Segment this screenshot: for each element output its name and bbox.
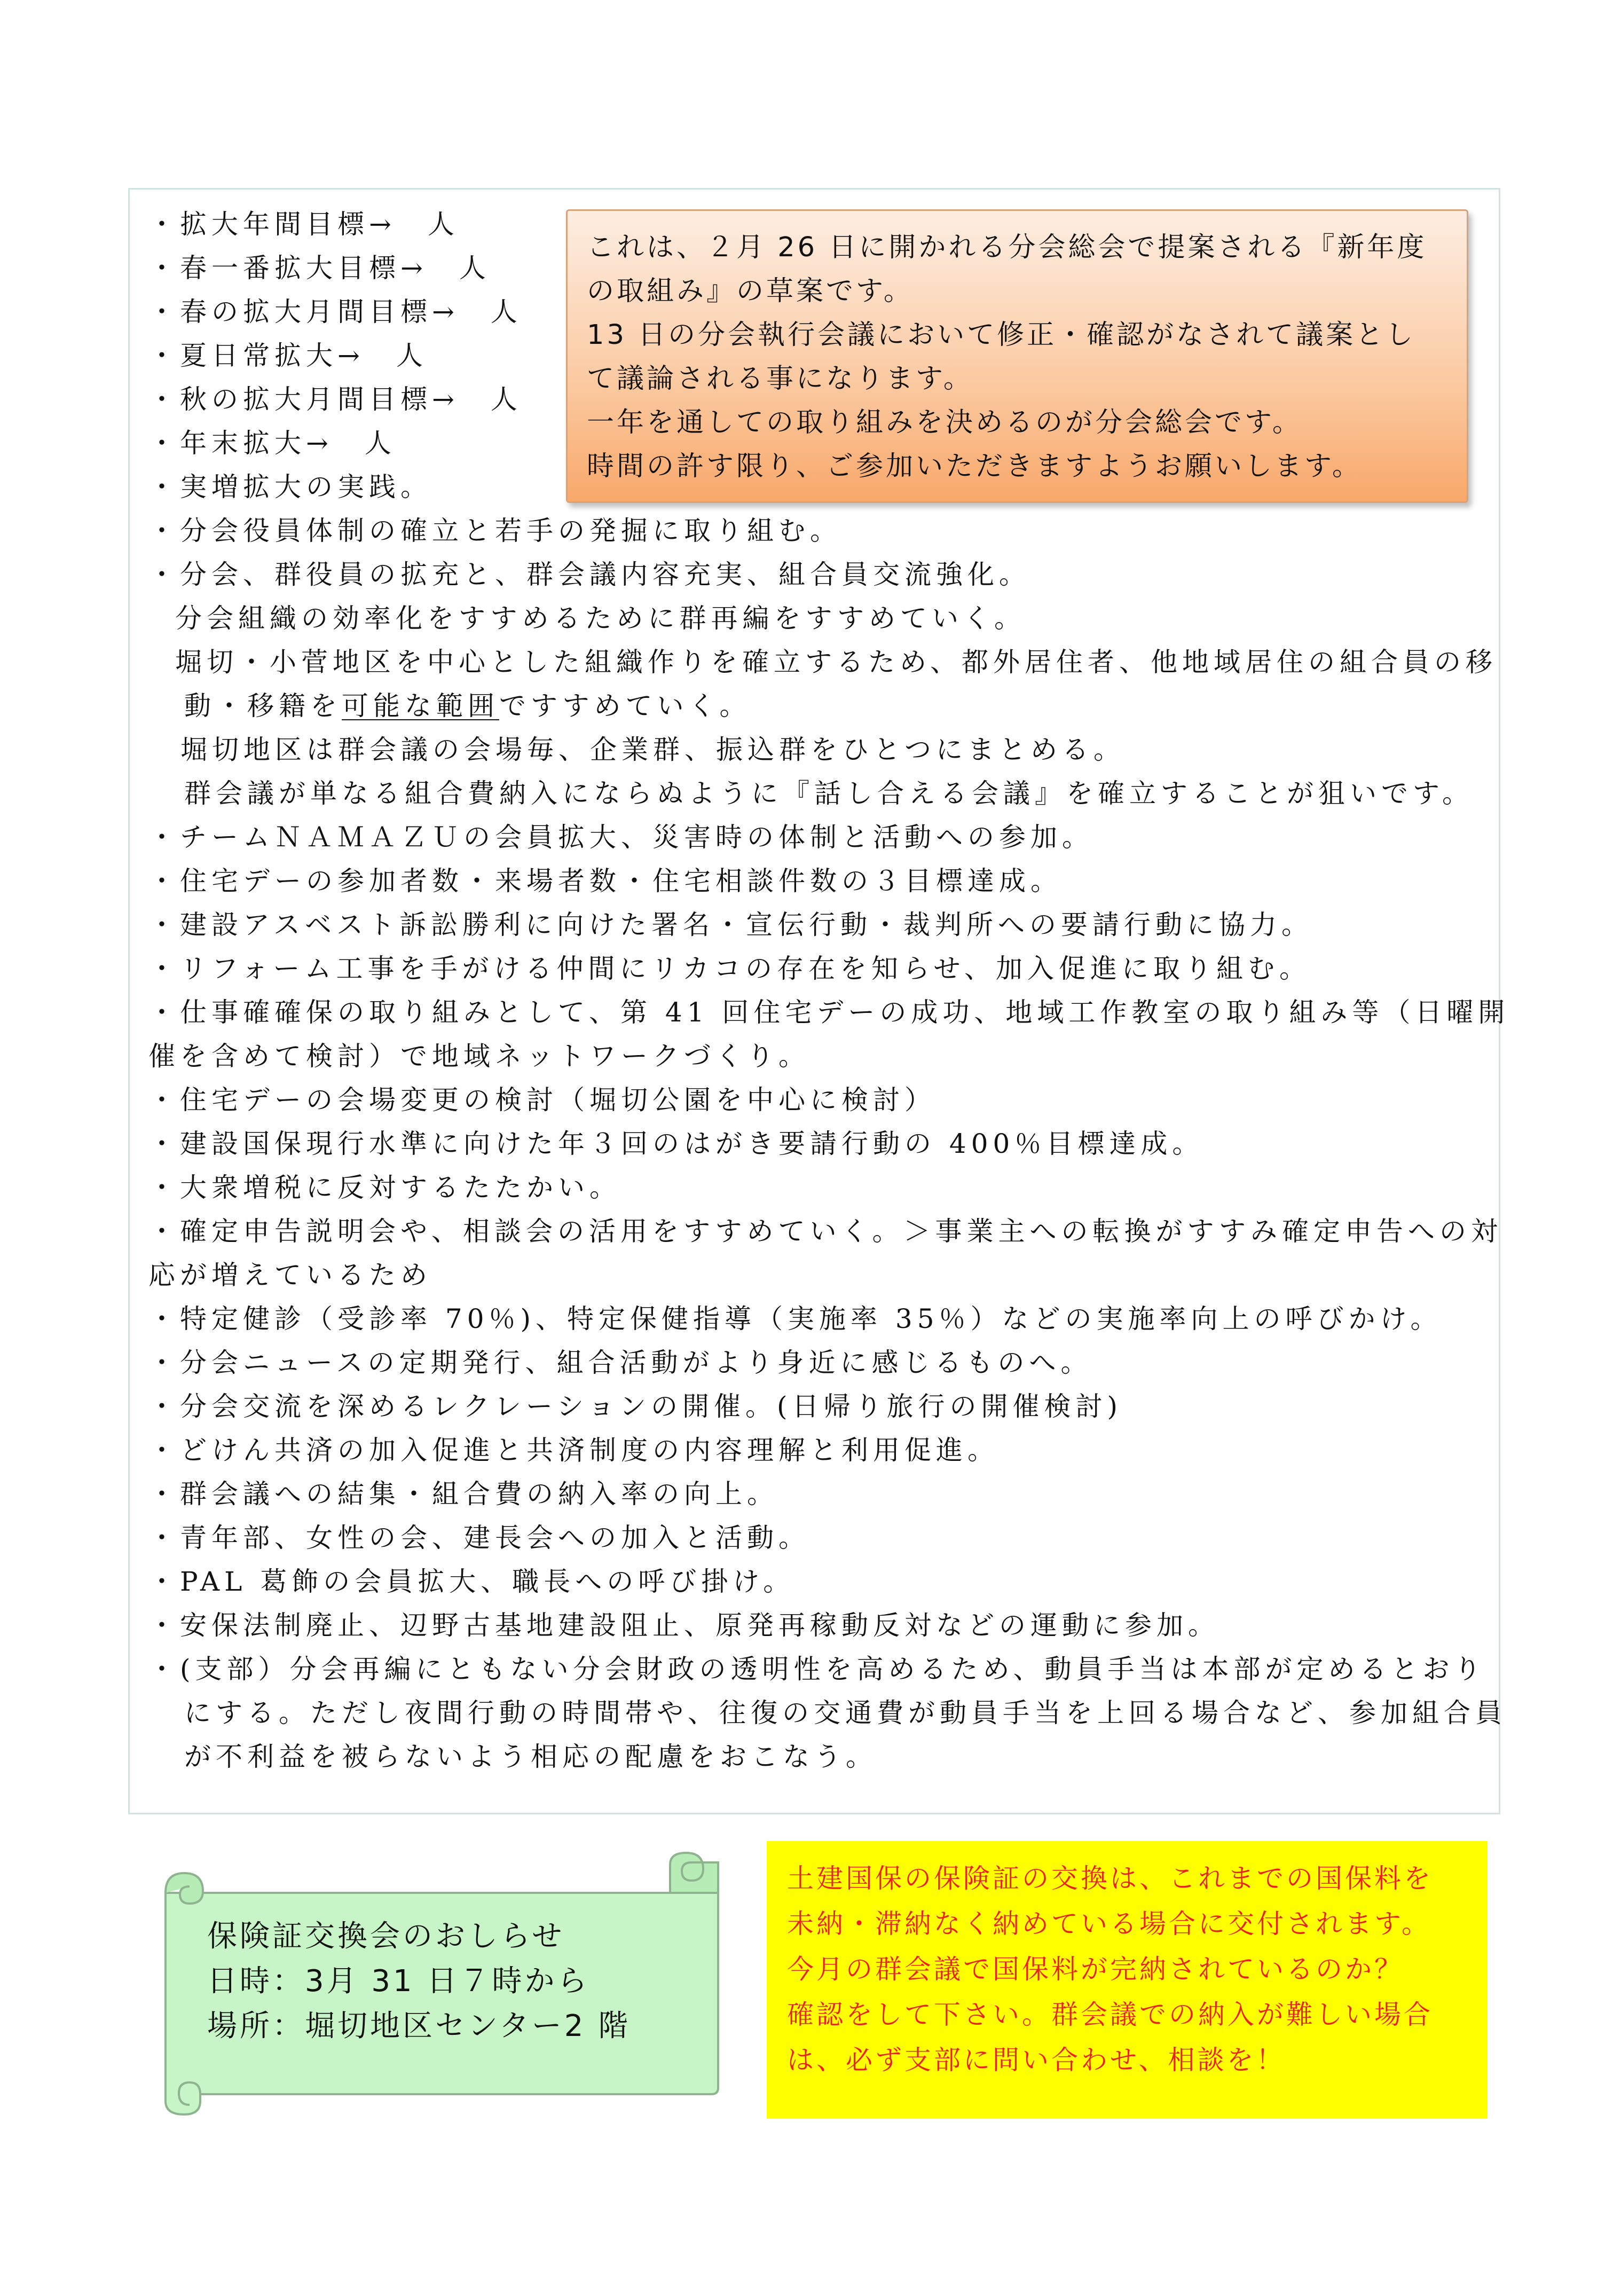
policy-item: ・分会ニュースの定期発行、組合活動がより身近に感じるものへ。 [148,1347,1092,1378]
warning-line: 土建国保の保険証の交換は、これまでの国保料を [787,1863,1433,1894]
warning-line: 確認をして下さい。群会議での納入が難しい場合 [787,1999,1433,2030]
policy-item: ・住宅デーの会場変更の検討（堀切公園を中心に検討） [148,1084,936,1115]
notice-line: 一年を通しての取り組みを決めるのが分会総会です。 [587,407,1302,438]
policy-text: ですすめていく。 [499,690,751,721]
notice-line: の取組み』の草案です。 [587,276,914,307]
draft-notice-box [566,209,1468,503]
policy-item: ・夏日常拡大→ 人 [148,340,428,371]
policy-item: ・分会、群役員の拡充と、群会議内容充実、組合員交流強化。 [148,559,1030,590]
policy-item: にする。ただし夜間行動の時間帯や、往復の交通費が動員手当を上回る場合など、参加組合員 [184,1697,1507,1728]
exchange-notice-text [207,1914,631,2049]
policy-item: ・実増拡大の実践。 [148,471,432,502]
policy-item: ・青年部、女性の会、建長会への加入と活動。 [148,1522,810,1553]
policy-item: 催を含めて検討）で地域ネットワークづくり。 [148,1041,810,1072]
underlined-phrase: 可能な範囲 [342,690,499,721]
policy-item: 堀切地区は群会議の会場毎、企業群、振込群をひとつにまとめる。 [180,734,1125,765]
policy-item: ・確定申告説明会や、相談会の活用をすすめていく。＞事業主への転換がすすみ確定申告への対 [148,1216,1502,1247]
insurance-warning-box [767,1841,1488,2119]
policy-item: ・安保法制廃止、辺野古基地建設阻止、原発再稼動反対などの運動に参加。 [148,1610,1219,1641]
policy-item [184,690,751,722]
warning-line: 今月の群会議で国保料が完納されているのか？ [787,1954,1404,1985]
policy-item: ・分会交流を深めるレクレーションの開催。(日帰り旅行の開催検討) [148,1391,1123,1422]
policy-item: ・どけん共済の加入促進と共済制度の内容理解と利用促進。 [148,1435,999,1466]
notice-line: 時間の許す限り、ご参加いただきますようお願いします。 [587,451,1362,482]
policy-item: ・分会役員体制の確立と若手の発掘に取り組む。 [148,515,841,546]
policy-item: ・特定健診（受診率 70％)、特定保健指導（実施率 35％）などの実施率向上の呼びかけ。 [148,1303,1442,1334]
policy-item: ・春一番拡大目標→ 人 [148,253,491,284]
exchange-notice-place: 場所：堀切地区センター2 階 [207,2009,631,2043]
policy-item: ・秋の拡大月間目標→ 人 [148,384,522,415]
policy-item: ・チームＮＡＭＡＺＵの会員拡大、災害時の体制と活動への参加。 [148,822,1093,853]
policy-item: 堀切・小菅地区を中心とした組織作りを確立するため、都外居住者、他地域居住の組合員の移 [175,647,1497,678]
warning-line: は、必ず支部に問い合わせ、相談を！ [787,2045,1286,2075]
policy-item: ・拡大年間目標→ 人 [148,209,459,240]
policy-item: 分会組織の効率化をすすめるために群再編をすすめていく。 [175,603,1026,634]
exchange-notice-title: 保険証交換会のおしらせ [207,1919,565,1954]
policy-item: が不利益を被らないよう相応の配慮をおこなう。 [184,1741,877,1772]
notice-line: これは、２月 26 日に開かれる分会総会で提案される『新年度 [587,232,1427,263]
exchange-notice-scroll [136,1831,750,2120]
policy-item: 群会議が単なる組合費納入にならぬように『話し合える会議』を確立することが狙いです。 [184,778,1474,809]
policy-item: ・リフォーム工事を手がける仲間にリカコの存在を知らせ、加入促進に取り組む。 [148,953,1311,984]
policy-item: ・大衆増税に反対するたたかい。 [148,1172,621,1203]
policy-item: ・(支部）分会再編にともない分会財政の透明性を高めるため、動員手当は本部が定めるとおり [148,1654,1486,1685]
warning-line: 未納・滞納なく納めている場合に交付されます。 [787,1908,1431,1939]
policy-text: 動・移籍を [184,690,342,721]
policy-item: ・年末拡大→ 人 [148,428,396,459]
policy-item: ・建設国保現行水準に向けた年３回のはがき要請行動の 400％目標達成。 [148,1128,1204,1159]
policy-item: ・春の拡大月間目標→ 人 [148,296,522,327]
policy-item: ・建設アスベスト訴訟勝利に向けた署名・宣伝行動・裁判所への要請行動に協力。 [148,909,1313,940]
policy-item: ・住宅デーの参加者数・来場者数・住宅相談件数の３目標達成。 [148,866,1062,897]
notice-line: て議論される事になります。 [587,363,973,395]
policy-item: 応が増えているため [148,1260,432,1291]
exchange-notice-date: 日時：3月 31 日７時から [207,1964,590,1999]
policy-item: ・仕事確確保の取り組みとして、第 41 回住宅デーの成功、地域工作教室の取り組み等（日曜開 [148,997,1510,1028]
notice-line: 13 日の分会執行会議において修正・確認がなされて議案とし [587,319,1416,351]
policy-item: ・PAL 葛飾の会員拡大、職長への呼び掛け。 [148,1566,795,1597]
policy-item: ・群会議への結集・組合費の納入率の向上。 [148,1479,778,1509]
